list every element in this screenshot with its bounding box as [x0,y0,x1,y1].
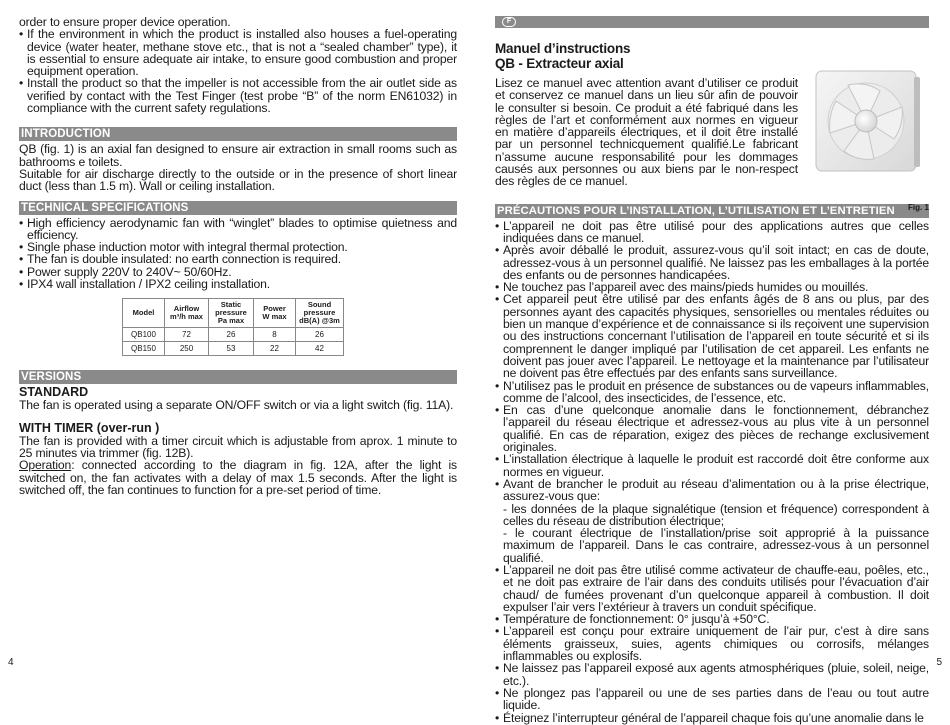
header-model: Model [123,299,165,328]
table-cell: 72 [165,328,209,342]
bullet-item: • L’appareil ne doit pas être utilisé comme activateur de chauffe-eau, poêles, etc., et ne doit pas extraire de l’air dans des conduits utilisés pour l’évacuation d’air chaud/ de fumées provenant d’un quelconque appareil à combustion. Il doit expulser l’air vers l’extérieur à travers un conduit spécifique. [495,564,929,613]
bullet-item: • Cet appareil peut être utilisé par des enfants âgés de 8 ans ou plus, par des personnes ayant des capacités physiques, sensorielles ou mentales réduites ou bien un manque d’expérience et de connaissance si ils reçoivent une supervision ou des instructions concernant l’utilisation de l’appareil en toute sécurité et si ils comprennent le danger impliqué par l’utilisation de cet appareil. Les enfants ne doivent pas jouer avec l’appareil. Le nettoyage et la maintenance par l’utilisateur ne doivent pas être effectués par des enfants sans surveillance. [495,293,929,379]
header-sound-pressure: Sound pressure dB(A) @3m [296,299,344,328]
table-cell: QB150 [123,342,165,356]
bullet-item: • L’appareil ne doit pas être utilisé pour des applications autres que celles indiquées dans ce manuel. [495,220,929,245]
table-cell: 22 [254,342,296,356]
table-cell: 42 [296,342,344,356]
table-cell: 26 [209,328,254,342]
standard-title: STANDARD [19,385,89,400]
table-cell: QB100 [123,328,165,342]
table-header-row [123,299,344,328]
table-cell: 53 [209,342,254,356]
language-tab [495,16,929,28]
page-number-left: 4 [8,657,14,668]
bullet-item: • Install the product so that the impeller is not accessible from the air outlet side as verified by contact with the Test Finger (test probe “B” of the norm EN61032) in compliance with the current safety regulations. [19,77,457,114]
bullet-item: • If the environment in which the product is installed also houses a fuel-operating device (water heater, methane stove etc., that is not a “sealed chamber” type), it is essential to ensure adequate air intake, to ensure good combustion and proper equipment operation. [19,28,457,77]
continued-text: order to ensure proper device operation. [19,15,231,29]
table-row [123,342,344,356]
technical-bullets [19,217,457,291]
sub-item: - les données de la plaque signalétique (tension et fréquence) correspondent à celles du réseau de distribution électrique; [503,501,929,528]
language-badge: F [502,17,516,27]
intro-paragraph: Lisez ce manuel avec attention avant d’utiliser ce produit et conservez ce manuel dans un lieu sûr afin de pouvoir le consulter si besoin. Ce produit a été fabriqué dans les règles de l’art et conformément aux normes en vigueur en matière d’appareils électriques, et il doit être installé par un personnel technicquement qualifié.Le fabricant n’assume aucune responsabilité pour les dommages causés aux personnes ou aux biens par le non-respect des règles de ce manuel. [495,76,798,189]
header-airflow: Airflow m³/h max [165,299,209,328]
bullet-item: • The fan is double insulated: no earth connection is required. [19,253,457,265]
header-power: Power W max [254,299,296,328]
bullet-item: • Ne laissez pas l’appareil exposé aux agents atmosphériques (pluie, soleil, neige, etc.). [495,662,929,687]
section-heading-versions: VERSIONS [19,370,457,384]
bullet-item: • N’utilisez pas le produit en présence de substances ou de vapeurs inflammables, comme de l’alcool, des insecticides, de l’essence, etc. [495,380,929,405]
bullet-item: • Éteignez l’interrupteur général de l’appareil chaque fois qu’une anomalie dans le [495,712,929,724]
bullet-item: • L’installation électrique à laquelle le produit est raccordé doit être conforme aux normes en vigueur. [495,453,929,478]
section-heading-introduction: INTRODUCTION [19,127,457,141]
section-heading-precautions: PRÉCAUTIONS POUR L’INSTALLATION, L’UTILISATION ET L’ENTRETIEN [495,204,929,218]
table-row [123,328,344,342]
bullet-item: • Avant de brancher le produit au réseau d’alimentation ou à la prise électrique, assurez-vous que: [495,478,929,503]
fan-product-image [810,63,930,183]
bullet-item: • High efficiency aerodynamic fan with “winglet” blades to optimise quietness and efficiency. [19,217,457,242]
sub-item: - le courant électrique de l’installation/prise soit approprié à la puissance maximum de l’appareil. Dans le cas contraire, adressez-vous à un personnel qualifié. [503,526,929,565]
bullet-item: • Single phase induction motor with integral thermal protection. [19,241,457,253]
table-cell: 26 [296,328,344,342]
timer-title: WITH TIMER (over-run ) [19,420,160,435]
section-heading-technical: TECHNICAL SPECIFICATIONS [19,201,457,215]
bullet-item: • Ne touchez pas l’appareil avec des mains/pieds humides ou mouillés. [495,281,929,293]
header-static-pressure: Static pressure Pa max [209,299,254,328]
bullet-item: • L’appareil est conçu pour extraire uniquement de l’air pur, c’est à dire sans éléments graisseux, suies, agents chimiques ou corrosifs, mélanges inflammables ou explosifs. [495,625,929,662]
right-page [475,0,950,725]
timer-text: The fan is provided with a timer circuit which is adjustable from aprox. 1 minute to 25 minutes via trimmer (fig. 12B). [19,433,457,460]
bullet-item: • Ne plongez pas l’appareil ou une de ses parties dans de l’eau ou tout autre liquide. [495,687,929,712]
bullet-item: • Power supply 220V to 240V~ 50/60Hz. [19,266,457,278]
left-column [19,16,457,496]
opening-bullets [19,28,457,114]
operation-label: Operation [19,458,72,473]
title-line: Manuel d’instructions [495,41,631,56]
page-number-right: 5 [936,657,942,668]
spec-table [122,298,344,356]
figure-label: Fig. 1 [908,203,929,212]
bullet-item: • Après avoir déballé le produit, assurez-vous qu’il soit intact; en cas de doute, adressez-vous à un personnel qualifié. Ne laissez pas les emballages à la portée des enfants ou de personnes handicapées. [495,244,929,281]
precautions-list [495,220,929,724]
operation-body: : connected according to the diagram in fig. 12A, after the light is switched on, the fan activates with a delay of max 1.5 seconds. After the light is switched off, the fan continues to function for a pre-set period of time. [19,458,457,497]
bullet-item: • En cas d’une quelconque anomalie dans le fonctionnement, débranchez l’appareil du réseau électrique et adressez-vous au plus vite à un personnel qualifié. En cas de réparation, exigez des pièces de rechange exclusivement originales. [495,404,929,453]
operation-text [19,459,457,496]
title-line: QB - Extracteur axial [495,55,624,71]
right-column [495,16,929,724]
intro-paragraph: Suitable for air discharge directly to the outside or in the presence of short linear duct (less than 1.5 m). Wall or ceiling installation. [19,166,457,194]
table-cell: 8 [254,328,296,342]
bullet-item: • Température de fonctionnement: 0° jusqu’à +50°C. [495,613,929,625]
left-page [0,0,475,674]
intro-paragraph: QB (fig. 1) is an axial fan designed to ensure air extraction in small rooms such as bathrooms e toilets. [19,142,457,169]
bullet-item: • IPX4 wall installation / IPX2 ceiling installation. [19,278,457,290]
standard-text: The fan is operated using a separate ON/OFF switch or via a light switch (fig. 11A). [19,398,454,413]
table-cell: 250 [165,342,209,356]
